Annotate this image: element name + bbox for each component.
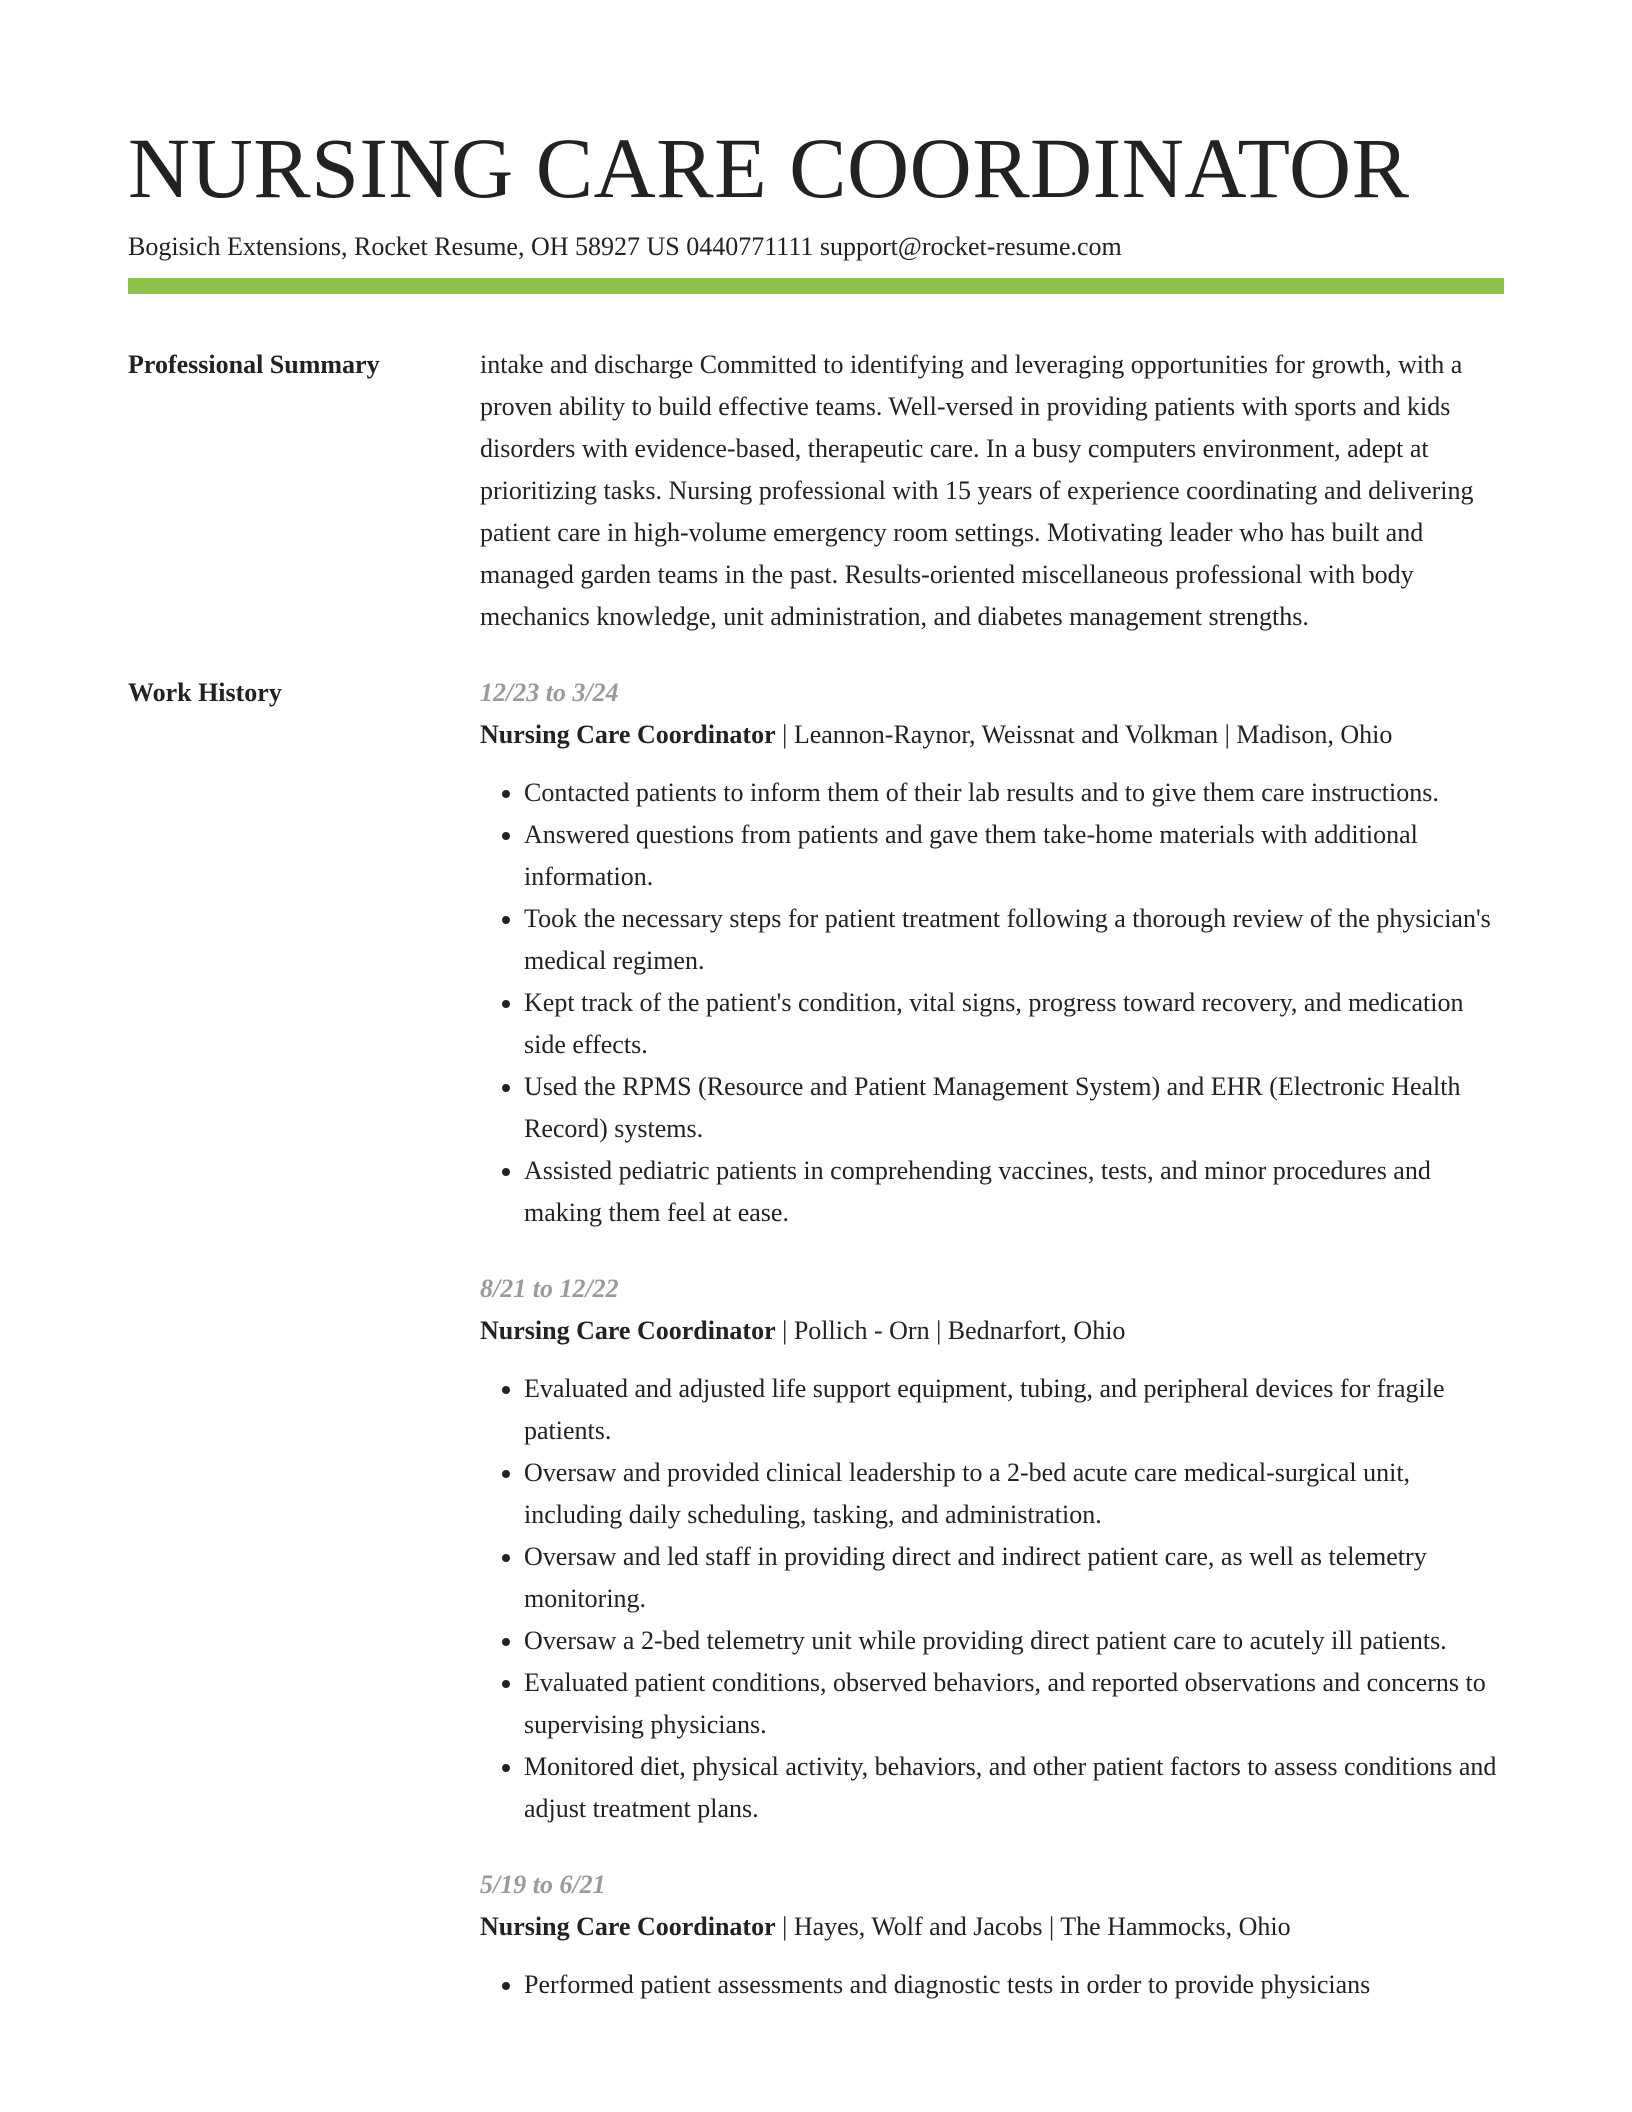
job-entry xyxy=(480,1864,1504,2006)
summary-heading: Professional Summary xyxy=(128,350,380,379)
list-item: • Contacted patients to inform them of their lab results and to give them care instructions. xyxy=(524,772,1504,814)
job-bullets xyxy=(480,772,1504,1234)
contact-line xyxy=(128,230,1504,264)
job-bullets xyxy=(480,1964,1504,2006)
job-details: | Leannon-Raynor, Weissnat and Volkman | Madison, Ohio xyxy=(775,720,1393,749)
job-role: Nursing Care Coordinator xyxy=(480,720,776,749)
contact-address: Bogisich Extensions, Rocket Resume, OH 58927 US xyxy=(128,232,680,261)
list-item: • Oversaw and led staff in providing direct and indirect patient care, as well as telemetry monitoring. xyxy=(524,1536,1504,1620)
list-item: • Oversaw a 2-bed telemetry unit while providing direct patient care to acutely ill patients. xyxy=(524,1620,1504,1662)
list-item: • Performed patient assessments and diagnostic tests in order to provide physicians xyxy=(524,1964,1504,2006)
job-title-line xyxy=(480,714,1504,756)
list-item: • Used the RPMS (Resource and Patient Management System) and EHR (Electronic Health Record) systems. xyxy=(524,1066,1504,1150)
list-item: • Evaluated patient conditions, observed behaviors, and reported observations and concerns to supervising physicians. xyxy=(524,1662,1504,1746)
list-item: • Monitored diet, physical activity, behaviors, and other patient factors to assess conditions and adjust treatment plans. xyxy=(524,1746,1504,1830)
job-role: Nursing Care Coordinator xyxy=(480,1316,776,1345)
job-details: | Hayes, Wolf and Jacobs | The Hammocks, Ohio xyxy=(775,1912,1291,1941)
job-dates: 5/19 to 6/21 xyxy=(480,1870,606,1899)
job-title-line xyxy=(480,1310,1504,1352)
job-dates: 12/23 to 3/24 xyxy=(480,678,619,707)
resume-title: NURSING CARE COORDINATOR xyxy=(128,120,1410,216)
list-item: • Oversaw and provided clinical leadership to a 2-bed acute care medical-surgical unit, including daily scheduling, tasking, and administration. xyxy=(524,1452,1504,1536)
job-bullets xyxy=(480,1368,1504,1830)
contact-email: support@rocket-resume.com xyxy=(819,232,1122,261)
list-item: • Answered questions from patients and gave them take-home materials with additional information. xyxy=(524,814,1504,898)
job-entry xyxy=(480,672,1504,1234)
list-item: • Assisted pediatric patients in comprehending vaccines, tests, and minor procedures and making them feel at ease. xyxy=(524,1150,1504,1234)
summary-text: intake and discharge Committed to identifying and leveraging opportunities for growth, with a proven ability to build effective teams. Well-versed in providing patients with sports and kids disorders with evidence-based, therapeutic care. In a busy computers environment, adept at prioritizing tasks. Nursing professional with 15 years of experience coordinating and delivering patient care in high-volume emergency room settings. Motivating leader who has built and managed garden teams in the past. Results-oriented miscellaneous professional with body mechanics knowledge, unit administration, and diabetes management strengths. xyxy=(480,350,1474,631)
work-history-section xyxy=(128,672,1504,2006)
job-dates: 8/21 to 12/22 xyxy=(480,1274,619,1303)
list-item: • Evaluated and adjusted life support equipment, tubing, and peripheral devices for fragile patients. xyxy=(524,1368,1504,1452)
summary-section xyxy=(128,344,1504,638)
job-role: Nursing Care Coordinator xyxy=(480,1912,776,1941)
header-accent-rule xyxy=(128,278,1504,294)
job-title-line xyxy=(480,1906,1504,1948)
job-entry xyxy=(480,1268,1504,1830)
list-item: • Kept track of the patient's condition, vital signs, progress toward recovery, and medication side effects. xyxy=(524,982,1504,1066)
resume-page xyxy=(128,118,1504,2006)
work-history-heading: Work History xyxy=(128,678,282,707)
contact-phone: 0440771111 xyxy=(686,232,814,261)
list-item: • Took the necessary steps for patient treatment following a thorough review of the physician's medical regimen. xyxy=(524,898,1504,982)
job-details: | Pollich - Orn | Bednarfort, Ohio xyxy=(775,1316,1126,1345)
